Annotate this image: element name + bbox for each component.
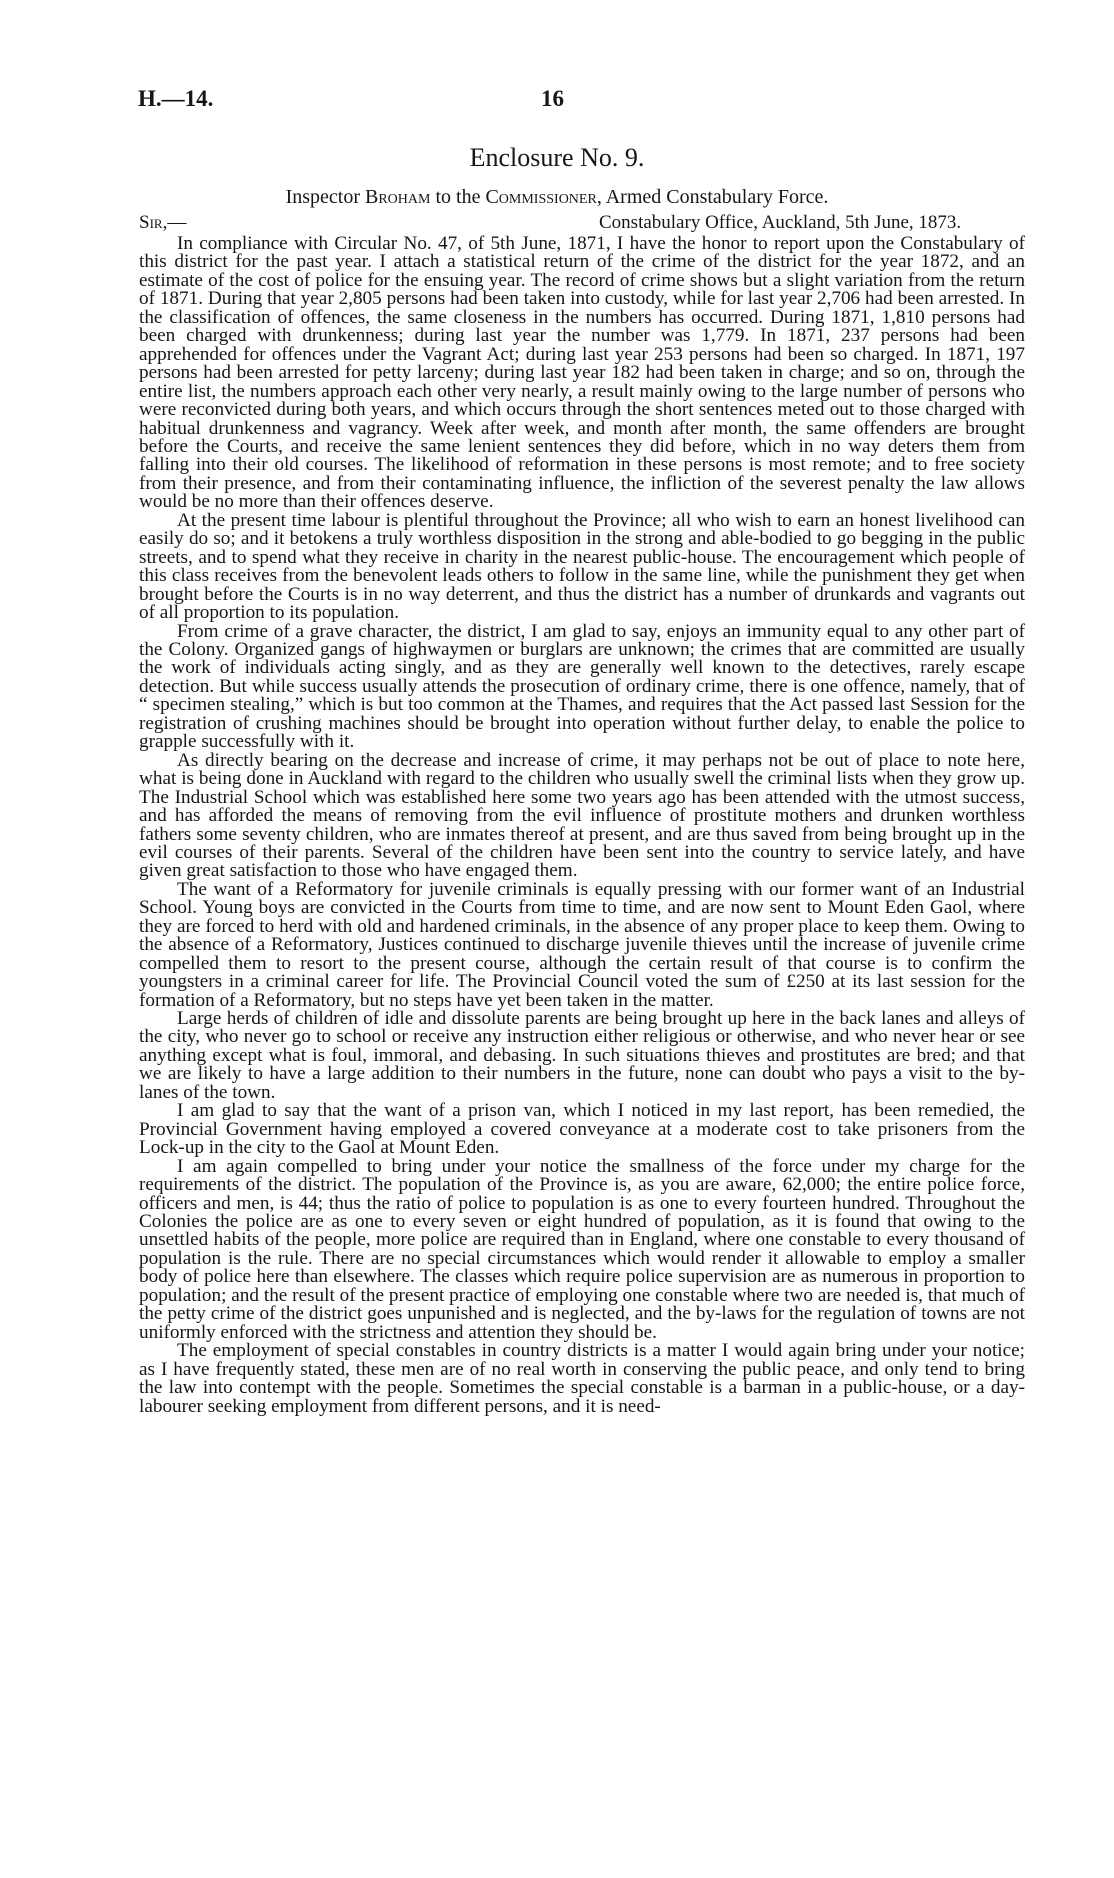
paragraph: The employment of special constables in country districts is a matter I would again bring under your notice; as I have frequently stated, these men are of no real worth in conserving the public peace, and only tend to bring the law into contempt with the people. Sometimes the special constable is a barman in a public-house, or a day-labourer seeking employment from different persons, and it is need- <box>139 1340 1025 1417</box>
paragraph: As directly bearing on the decrease and increase of crime, it may perhaps not be out of place to note here, what is being done in Auckland with regard to the children who usually swell the criminal lists when they grow up. The Industrial School which was established here some two years ago has been attended with the utmost success, and has afforded the means of removing from the evil influence of prostitute mothers and drunken worthless fathers some seventy children, who are inmates thereof at present, and are thus saved from being brought up in the evil courses of their parents. Several of the children have been sent into the country to service lately, and have given great satisfaction to those who have engaged them. <box>139 749 1025 882</box>
enclosure-title: Enclosure No. 9. <box>469 143 645 172</box>
paragraph: From crime of a grave character, the district, I am glad to say, enjoys an immunity equal to any other part of the Colony. Organized gangs of highwaymen or burglars are unknown; the crimes that are committed are usually the work of individuals acting singly, and as they are generally well known to the detectives, rarely escape detection. But while success usually attends the prosecution of ordinary crime, there is one offence, namely, that of “ specimen stealing,” which is but too common at the Thames, and requires that the Act passed last Session for the registration of crushing machines should be brought into operation without further delay, to enable the police to grapple successfully with it. <box>139 620 1025 753</box>
paragraph: I am glad to say that the want of a prison van, which I noticed in my last report, has been remedied, the Provincial Government having employed a covered conveyance at a moderate cost to take prisoners from the Lock-up in the city to the Gaol at Mount Eden. <box>139 1100 1025 1159</box>
paragraph: The want of a Reformatory for juvenile criminals is equally pressing with our former want of an Industrial School. Young boys are convicted in the Courts from time to time, and are now sent to Mount Eden Gaol, where they are forced to herd with old and hardened criminals, in the absence of any proper place to keep them. Owing to the absence of a Reformatory, Justices continued to discharge juvenile thieves until the increase of juvenile crime compelled them to resort to the present course, although the certain result of that course is to confirm the youngsters in a criminal career for life. The Provincial Council voted the sum of £250 at its last session for the formation of a Reformatory, but no steps have yet been taken in the matter. <box>139 878 1025 1011</box>
sender-name: Broham <box>364 186 431 208</box>
letter-body <box>139 235 1025 1416</box>
dateline: Constabulary Office, Auckland, 5th June, 1873. <box>599 212 962 233</box>
recipient-title: Commissioner <box>485 186 597 208</box>
heading-pre: Inspector <box>285 186 365 208</box>
letter-heading <box>0 186 1114 209</box>
paragraph: I am again compelled to bring under your notice the smallness of the force under my charge for the requirements of the district. The population of the Province is, as you are aware, 62,000; the entire police force, officers and men, is 44; thus the ratio of police to population is as one to every fourteen hundred. Throughout the Colonies the police are as one to every seven or eight hundred of population, as it is found that owing to the unsettled habits of the people, more police are required than in England, where one constable to every thousand of population is the rule. There are no special circumstances which would render it allowable to employ a smaller body of police here than elsewhere. The classes which require police supervision are as numerous in proportion to population; and the result of the present practice of employing one constable where two are needed is, that much of the petty crime of the district goes unpunished and is neglected, and the by-laws for the regulation of towns are not uniformly enforced with the strictness and attention they should be. <box>139 1155 1025 1343</box>
heading-mid: to the <box>430 186 486 208</box>
salutation: Sir,— <box>139 212 187 233</box>
paragraph: At the present time labour is plentiful throughout the Province; all who wish to earn an honest livelihood can easily do so; and it betokens a truly worthless disposition in the strong and able-bodied to go begging in the public streets, and to spend what they receive in charity in the nearest public-house. The encouragement which people of this class receives from the benevolent leads others to follow in the same line, while the punishment they get when brought before the Courts is in no way deterrent, and thus the district has a number of drunkards and vagrants out of all proportion to its population. <box>139 509 1025 624</box>
paragraph: In compliance with Circular No. 47, of 5th June, 1871, I have the honor to report upon the Constabulary of this district for the past year. I attach a statistical return of the crime of the district for the year 1872, and an estimate of the cost of police for the ensuing year. The record of crime shows but a slight variation from the return of 1871. During that year 2,805 persons had been taken into custody, while for last year 2,706 had been arrested. In the classification of offences, the same closeness in the numbers has occurred. During 1871, 1,810 persons had been charged with drunkenness; during last year the number was 1,779. In 1871, 237 persons had been apprehended for offences under the Vagrant Act; during last year 253 persons had been so charged. In 1871, 197 persons had been arrested for petty larceny; during last year 182 had been taken in charge; and so on, through the entire list, the numbers approach each other very nearly, a result mainly owing to the large number of persons who were reconvicted during both years, and which occurs through the short sentences meted out to those charged with habitual drunkenness and vagrancy. Week after week, and month after month, the same offenders are brought before the Courts, and receive the same lenient sentences they did before, which in no way deters them from falling into their old courses. The likelihood of reformation in these persons is most remote; and to free society from their presence, and from their contaminating influence, the infliction of the severest penalty the law allows would be no more than their offences deserve. <box>139 233 1025 513</box>
paragraph: Large herds of children of idle and dissolute parents are being brought up here in the back lanes and alleys of the city, who never go to school or receive any instruction either religious or otherwise, and who never hear or see anything except what is foul, immoral, and debasing. In such situations thieves and prostitutes are bred; and that we are likely to have a large addition to their numbers in the future, none can doubt who pays a visit to the by-lanes of the town. <box>139 1008 1025 1103</box>
heading-post: , Armed Constabulary Force. <box>596 186 829 208</box>
page-number: 16 <box>541 86 564 111</box>
page-reference: H.—14. <box>138 86 214 111</box>
